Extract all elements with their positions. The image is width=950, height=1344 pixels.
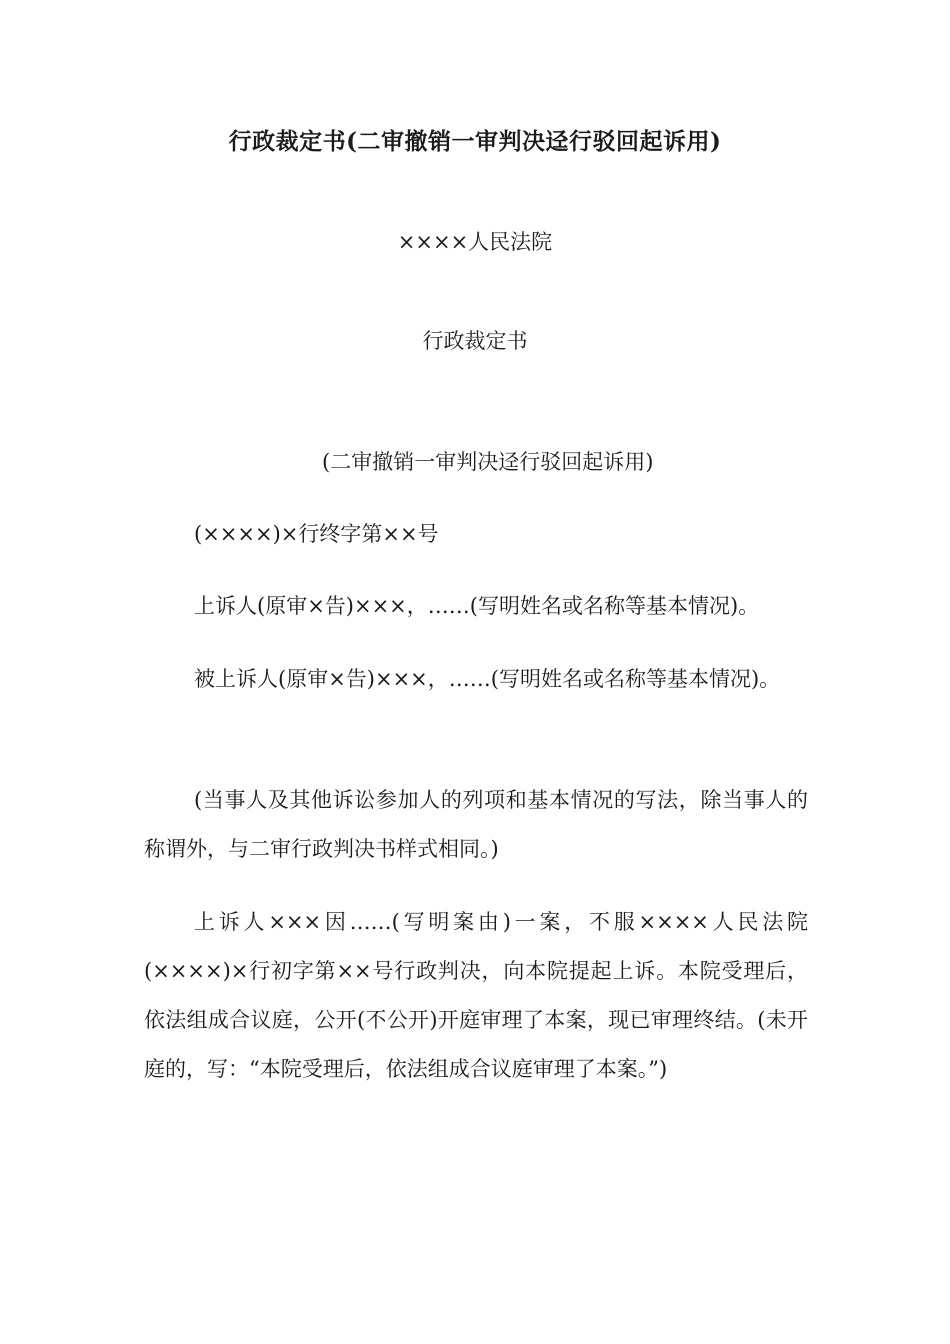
document-subtitle: (二审撤销一审判决迳行驳回起诉用) [322, 450, 654, 474]
case-body-paragraph: 上诉人×××因……(写明案由)一案，不服××××人民法院(××××)×行初字第××号行政判决，向本院提起上诉。本院受理后，依法组成合议庭，公开(不公开)开庭审理了本案，现已审理终结。(未开庭的，写：“本院受理后，依法组成合议庭审理了本案。”) [144, 910, 808, 1081]
case-number: (××××)×行终字第××号 [194, 522, 439, 546]
parties-note-paragraph: (当事人及其他诉讼参加人的列项和基本情况的写法，除当事人的称谓外，与二审行政判决书样式相同。) [144, 788, 808, 861]
appellee-paragraph: 被上诉人(原审×告)×××，……(写明姓名或名称等基本情况)。 [194, 667, 781, 691]
appellant-paragraph: 上诉人(原审×告)×××，……(写明姓名或名称等基本情况)。 [194, 594, 760, 618]
court-name: ××××人民法院 [397, 230, 553, 254]
document-title: 行政裁定书(二审撤销一审判决迳行驳回起诉用) [228, 128, 722, 155]
document-type: 行政裁定书 [422, 329, 528, 353]
